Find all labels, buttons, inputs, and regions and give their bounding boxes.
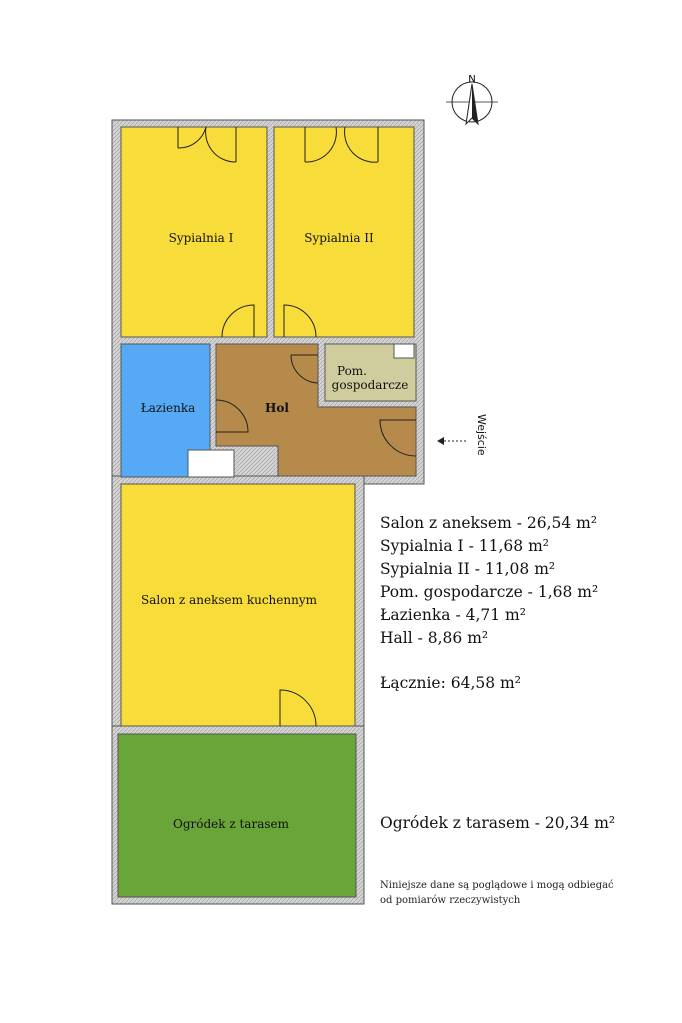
area-row: Pom. gospodarcze - 1,68 m² — [380, 583, 599, 601]
label-utility-line1: Pom. — [336, 364, 368, 378]
north-arrow-icon — [446, 74, 498, 124]
label-bathroom: Łazienka — [140, 401, 196, 415]
total-area: Łącznie: 64,58 m² — [380, 674, 521, 692]
garden-area: Ogródek z tarasem - 20,34 m² — [380, 814, 616, 832]
disclaimer-note: Niniejsze dane są poglądowe i mogą odbiegać od pomiarów rzeczywistych — [380, 880, 614, 906]
area-row: Salon z aneksem - 26,54 m² — [380, 514, 598, 532]
room-garden — [118, 734, 356, 897]
area-row: Hall - 8,86 m² — [380, 629, 489, 647]
label-bedroom-1: Sypialnia I — [168, 231, 234, 245]
area-row: Sypialnia II - 11,08 m² — [380, 560, 556, 578]
label-utility-line2: gospodarcze — [331, 378, 409, 392]
area-row: Sypialnia I - 11,68 m² — [380, 537, 549, 555]
bathroom-shaft — [188, 450, 234, 477]
area-list — [380, 512, 680, 650]
utility-shaft — [394, 344, 414, 358]
label-garden: Ogródek z tarasem — [173, 817, 289, 831]
entrance-arrow-icon — [437, 437, 466, 445]
entrance-label: Wejście — [475, 414, 488, 456]
area-row: Łazienka - 4,71 m² — [380, 606, 526, 624]
compass-label: N — [468, 74, 476, 85]
label-bedroom-2: Sypialnia II — [304, 231, 374, 245]
label-hall: Hol — [265, 401, 289, 415]
label-living: Salon z aneksem kuchennym — [141, 593, 317, 607]
